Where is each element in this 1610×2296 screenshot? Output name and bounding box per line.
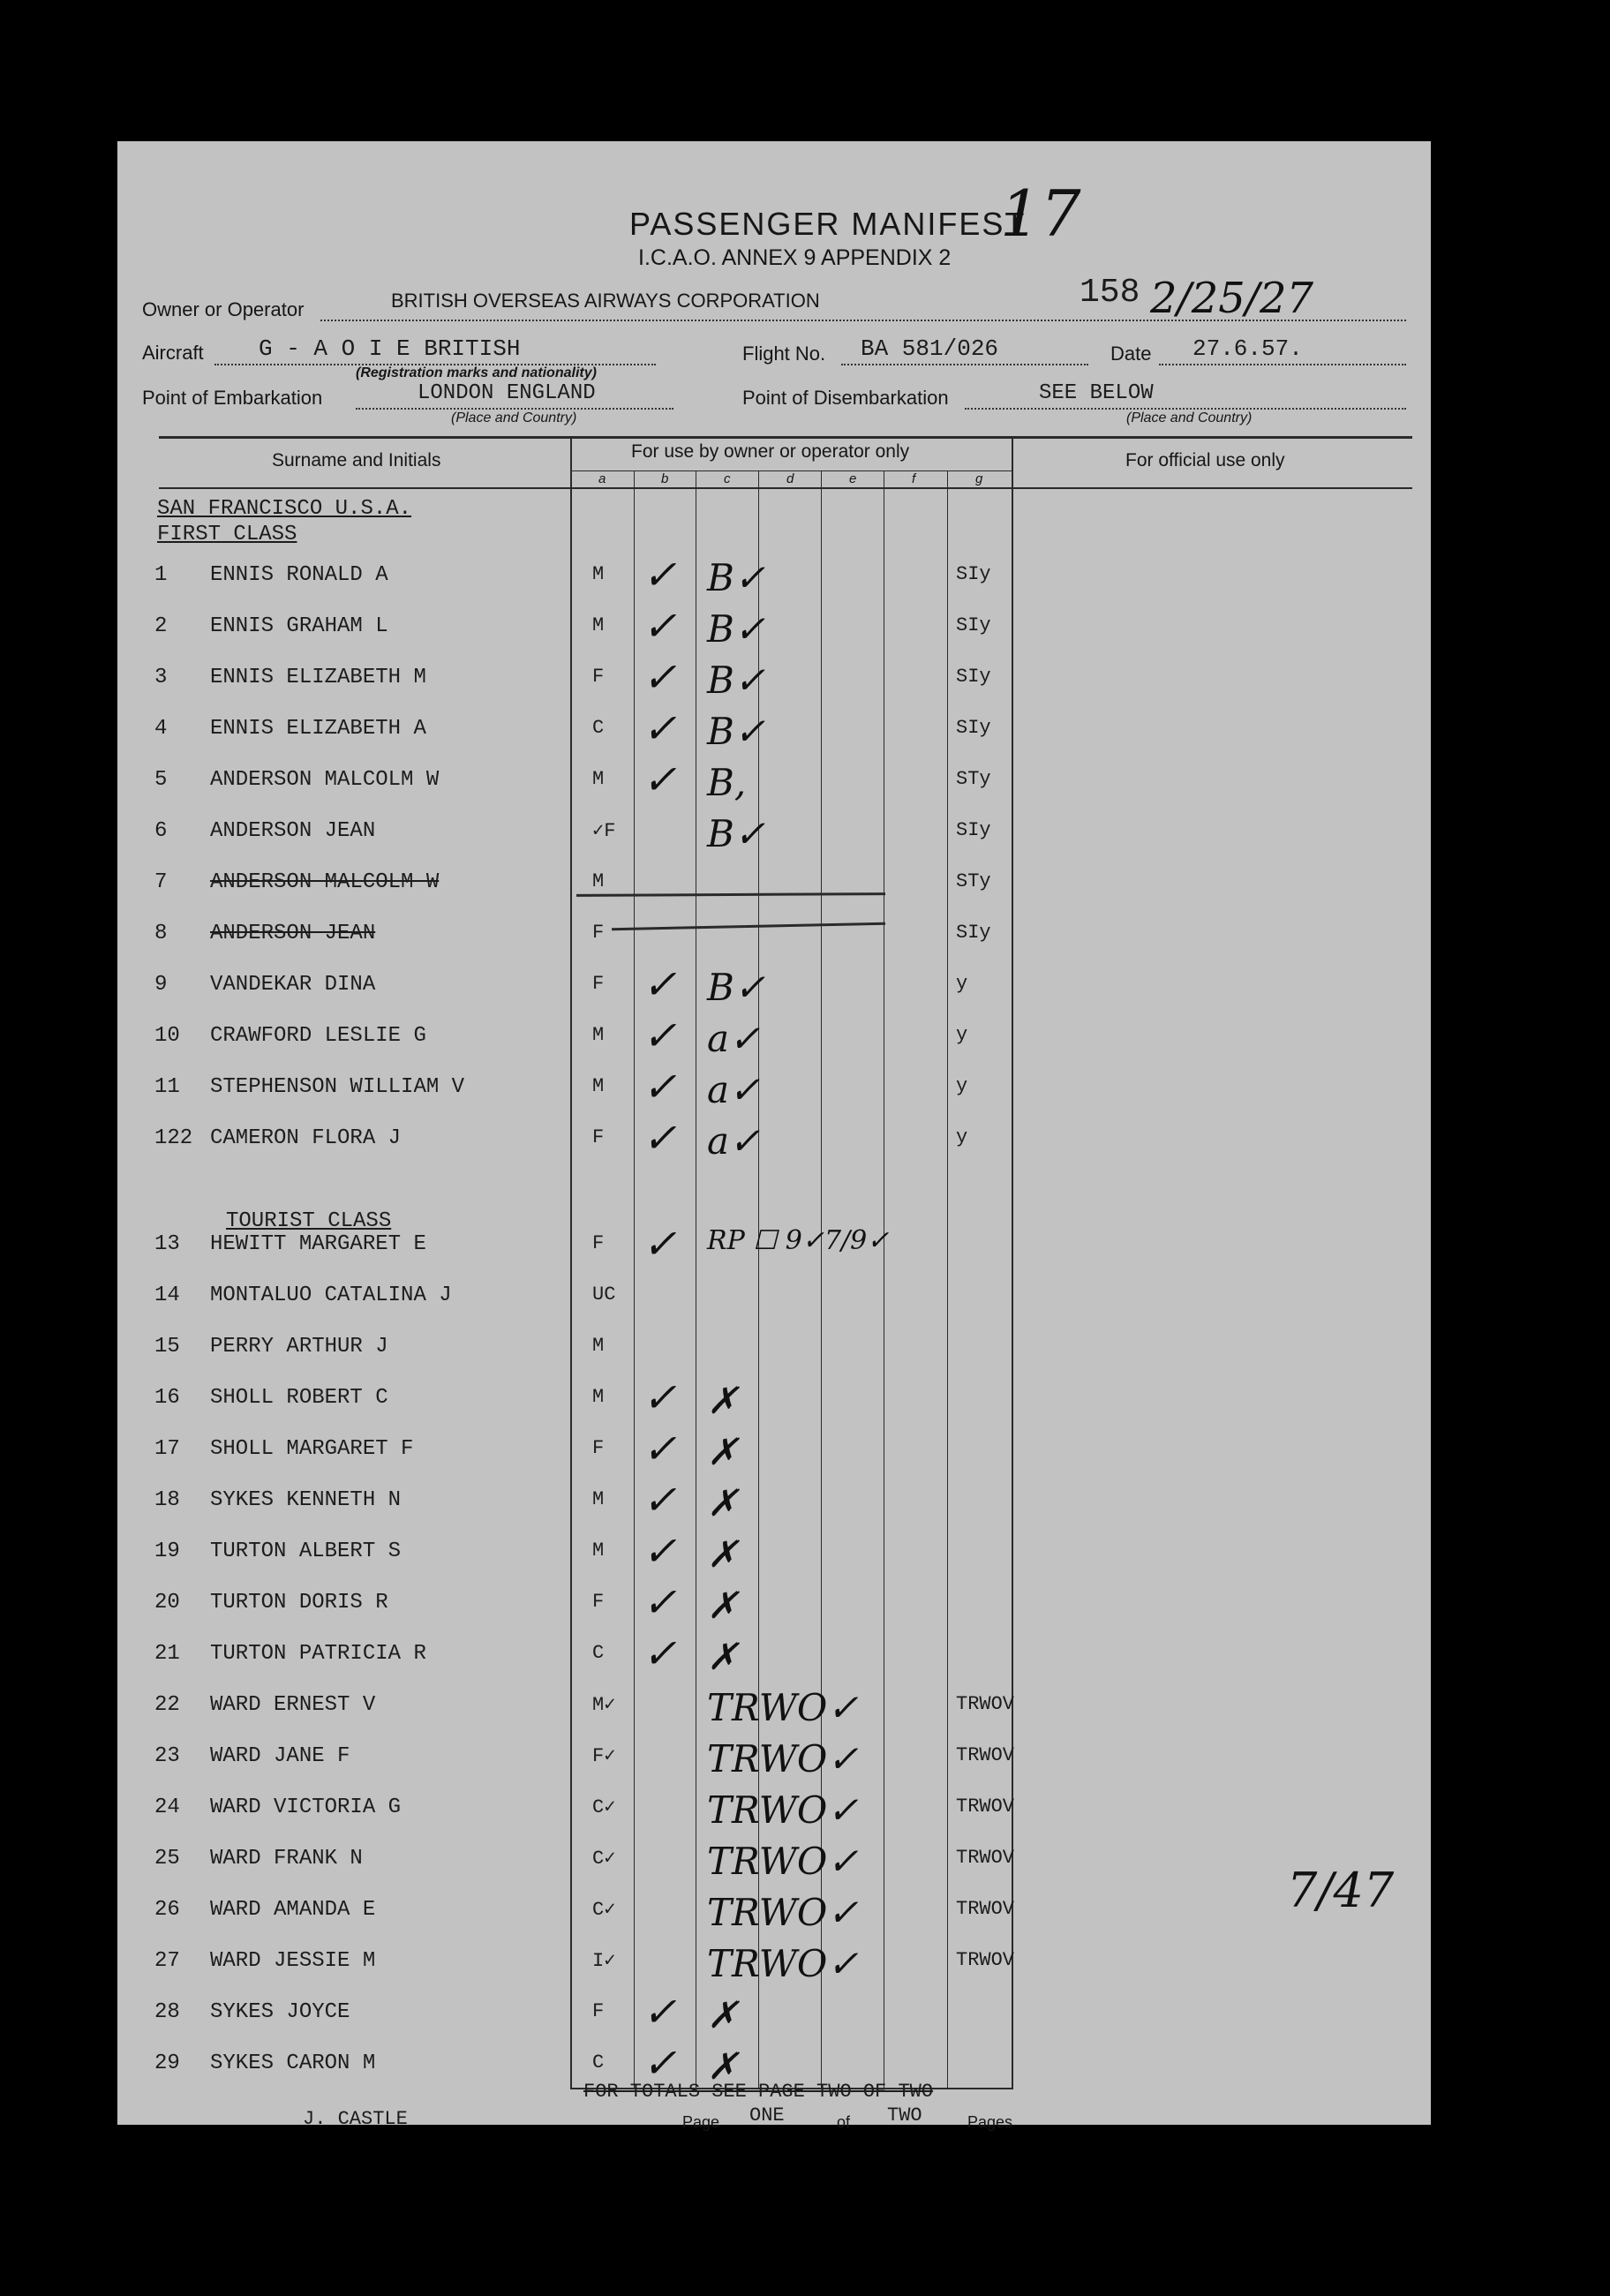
row-number: 16 — [154, 1386, 180, 1410]
cell-b: ✓ — [643, 960, 677, 1008]
cell-a: M — [592, 1539, 605, 1562]
table-row — [117, 1686, 1431, 1737]
row-number: 18 — [154, 1488, 180, 1512]
embarkation-label: Point of Embarkation — [142, 387, 323, 409]
row-number: 11 — [154, 1075, 180, 1099]
table-row — [117, 704, 1431, 761]
aircraft-value: G - A O I E BRITISH — [259, 335, 521, 362]
cell-g: STy — [956, 768, 991, 790]
cell-c: TRWO✓ — [707, 1686, 859, 1729]
passenger-name: WARD JANE F — [210, 1744, 350, 1768]
cell-b: ✓ — [643, 1012, 677, 1059]
row-number: 17 — [154, 1437, 180, 1461]
passenger-name: VANDEKAR DINA — [210, 973, 376, 997]
table-row — [117, 1578, 1431, 1635]
date-value: 27.6.57. — [1192, 335, 1303, 362]
cell-a: M — [592, 563, 605, 585]
cell-g: y — [956, 973, 968, 995]
cell-a: C✓ — [592, 1848, 616, 1870]
totals-note: FOR TOTALS SEE PAGE TWO OF TWO — [583, 2081, 934, 2103]
cell-c: TRWO✓ — [707, 1840, 859, 1883]
handwritten-fraction: 2/25/27 — [1150, 274, 1314, 323]
row-number: 19 — [154, 1539, 180, 1563]
cell-c: B✓ — [707, 812, 766, 855]
row-number: 26 — [154, 1898, 180, 1922]
table-row — [117, 1891, 1431, 1942]
cell-g: SIy — [956, 819, 991, 841]
passenger-name: SYKES JOYCE — [210, 2000, 350, 2024]
row-number: 3 — [154, 666, 168, 689]
cell-a: M — [592, 870, 605, 892]
cell-a: C — [592, 2051, 605, 2074]
table-row — [117, 1476, 1431, 1532]
passenger-name: ENNIS ELIZABETH M — [210, 666, 426, 689]
embarkation-value: LONDON ENGLAND — [418, 381, 596, 405]
cell-a: F✓ — [592, 1745, 616, 1767]
table-row — [117, 1630, 1431, 1686]
row-number: 1 — [154, 563, 168, 587]
margin-handwritten-note: 7/47 — [1287, 1863, 1395, 1918]
owner-label: Owner or Operator — [142, 298, 305, 320]
page-value: ONE — [749, 2104, 785, 2127]
cell-g: TRWOV — [956, 1744, 1015, 1766]
passenger-name: PERRY ARTHUR J — [210, 1335, 388, 1359]
cell-c: B✓ — [707, 607, 766, 651]
cell-a: M — [592, 1386, 605, 1408]
cell-a: F — [592, 973, 605, 995]
row-number: 13 — [154, 1232, 180, 1256]
cell-b: ✓ — [643, 756, 677, 803]
cell-b: ✓ — [643, 1476, 677, 1524]
owner-dotted-line — [320, 320, 1406, 321]
row-number: 2 — [154, 614, 168, 638]
row-number: 15 — [154, 1335, 180, 1359]
table-row — [117, 1063, 1431, 1119]
row-number: 29 — [154, 2051, 180, 2075]
cell-c: a✓ — [707, 1119, 761, 1163]
aircraft-label: Aircraft — [142, 342, 204, 364]
row-number: 27 — [154, 1949, 180, 1973]
cell-c: a✓ — [707, 1017, 761, 1060]
cell-g: y — [956, 1126, 968, 1148]
cell-c: B✓ — [707, 659, 766, 702]
passenger-name: CRAWFORD LESLIE G — [210, 1024, 426, 1048]
passenger-name: SHOLL MARGARET F — [210, 1437, 414, 1461]
cell-a: M — [592, 768, 605, 790]
cell-c: a✓ — [707, 1068, 761, 1111]
page-number-stamp: 158 — [1080, 274, 1140, 312]
column-letter-f: f — [912, 471, 916, 486]
cell-g: SIy — [956, 717, 991, 739]
disembarkation-value: SEE BELOW — [1039, 381, 1154, 405]
passenger-name: ANDERSON MALCOLM W — [210, 768, 440, 792]
cell-a: ✓F — [592, 820, 616, 842]
passenger-name: TURTON DORIS R — [210, 1591, 388, 1615]
table-row — [117, 1114, 1431, 1171]
cell-a: M — [592, 1488, 605, 1510]
passenger-name: SYKES CARON M — [210, 2051, 376, 2075]
cell-b: ✓ — [643, 1988, 677, 2036]
flight-label: Flight No. — [742, 343, 826, 365]
row-number: 25 — [154, 1847, 180, 1871]
manifest-subtitle: I.C.A.O. ANNEX 9 APPENDIX 2 — [638, 245, 952, 270]
row-number: 23 — [154, 1744, 180, 1768]
cell-a: F — [592, 922, 605, 944]
cell-g: y — [956, 1075, 968, 1097]
cell-a: M — [592, 1024, 605, 1046]
row-number: 8 — [154, 922, 168, 945]
registration-note: (Registration marks and nationality) — [356, 365, 597, 380]
pages-label: Pages — [967, 2113, 1013, 2131]
column-letter-c: c — [724, 471, 731, 486]
tourist-class-heading: TOURIST CLASS — [226, 1209, 392, 1233]
cell-c: ✗ — [707, 1481, 739, 1524]
passenger-name: ANDERSON MALCOLM W — [210, 870, 440, 894]
passenger-name: TURTON ALBERT S — [210, 1539, 402, 1563]
cell-g: STy — [956, 870, 991, 892]
passenger-name: WARD FRANK N — [210, 1847, 363, 1871]
column-letter-b: b — [661, 471, 669, 486]
row-number: 14 — [154, 1284, 180, 1307]
cell-a: F — [592, 1126, 605, 1148]
cell-g: TRWOV — [956, 1898, 1015, 1920]
row-number: 122 — [154, 1126, 193, 1150]
passenger-name: ENNIS RONALD A — [210, 563, 388, 587]
table-row — [117, 1374, 1431, 1430]
cell-b: ✓ — [643, 1425, 677, 1472]
passenger-name: WARD JESSIE M — [210, 1949, 376, 1973]
cell-b: ✓ — [643, 602, 677, 650]
cell-g: SIy — [956, 614, 991, 636]
cell-a: F — [592, 666, 605, 688]
column-header-operator: For use by owner or operator only — [631, 441, 910, 462]
manifest-page — [117, 141, 1431, 2131]
cell-c: TRWO✓ — [707, 1737, 859, 1780]
table-row — [117, 1840, 1431, 1891]
passenger-name: SHOLL ROBERT C — [210, 1386, 388, 1410]
column-letter-a: a — [598, 471, 606, 486]
passenger-name: WARD VICTORIA G — [210, 1795, 402, 1819]
passenger-name: ANDERSON JEAN — [210, 922, 376, 945]
passenger-name: MONTALUO CATALINA J — [210, 1284, 452, 1307]
cell-a: C✓ — [592, 1899, 616, 1921]
cell-a: UC — [592, 1284, 616, 1306]
cell-g: TRWOV — [956, 1693, 1015, 1715]
table-header-rule — [159, 487, 1412, 489]
cell-a: F — [592, 1591, 605, 1613]
cell-c: RP ☐ 9✓7/9✓ — [707, 1225, 890, 1256]
owner-value: BRITISH OVERSEAS AIRWAYS CORPORATION — [391, 290, 820, 312]
of-label: of — [837, 2113, 851, 2131]
cell-c: ✗ — [707, 1430, 739, 1473]
passenger-name: ANDERSON JEAN — [210, 819, 376, 843]
row-number: 5 — [154, 768, 168, 792]
passenger-name: WARD AMANDA E — [210, 1898, 376, 1922]
cell-c: ✗ — [707, 1993, 739, 2036]
cell-c: ✗ — [707, 1379, 739, 1422]
cell-c: B✓ — [707, 556, 766, 599]
table-row — [117, 1788, 1431, 1840]
table-row — [117, 1335, 1431, 1379]
cell-a: C — [592, 717, 605, 739]
cell-b: ✓ — [643, 551, 677, 598]
disembarkation-note: (Place and Country) — [1126, 410, 1253, 425]
table-row — [117, 551, 1431, 607]
cell-a: F — [592, 1437, 605, 1459]
date-dotted-line — [1159, 364, 1406, 365]
flight-dotted-line — [841, 364, 1088, 365]
row-number: 10 — [154, 1024, 180, 1048]
cell-b: ✓ — [643, 1220, 677, 1268]
cell-g: TRWOV — [956, 1949, 1015, 1971]
passenger-name: ENNIS GRAHAM L — [210, 614, 388, 638]
cell-a: M✓ — [592, 1694, 616, 1716]
date-label: Date — [1110, 343, 1152, 365]
disembarkation-label: Point of Disembarkation — [742, 387, 949, 409]
table-row — [117, 1425, 1431, 1481]
row-number: 4 — [154, 717, 168, 741]
cell-c: ✗ — [707, 2044, 739, 2088]
table-row — [117, 756, 1431, 812]
cell-c: ✗ — [707, 1584, 739, 1627]
cell-a: F — [592, 2000, 605, 2022]
cell-c: ✗ — [707, 1635, 739, 1678]
cell-c: B, — [707, 761, 747, 804]
cell-b: ✓ — [643, 1527, 677, 1575]
cell-b: ✓ — [643, 1063, 677, 1110]
passenger-name: SYKES KENNETH N — [210, 1488, 402, 1512]
cell-g: y — [956, 1024, 968, 1046]
column-letter-g: g — [975, 471, 983, 486]
row-number: 22 — [154, 1693, 180, 1717]
cell-c: B✓ — [707, 966, 766, 1009]
column-header-official: For official use only — [1125, 450, 1285, 470]
column-header-name: Surname and Initials — [272, 450, 441, 470]
row-number: 7 — [154, 870, 168, 894]
passenger-name: ENNIS ELIZABETH A — [210, 717, 426, 741]
embarkation-dotted-line — [356, 408, 673, 410]
table-row — [117, 1942, 1431, 1993]
cell-a: F — [592, 1232, 605, 1254]
row-number: 9 — [154, 973, 168, 997]
table-row — [117, 602, 1431, 659]
row-number: 6 — [154, 819, 168, 843]
cell-c: TRWO✓ — [707, 1942, 859, 1985]
cell-c: TRWO✓ — [707, 1891, 859, 1934]
table-row — [117, 812, 1431, 863]
cell-c: B✓ — [707, 710, 766, 753]
column-letter-e: e — [849, 471, 857, 486]
cell-b: ✓ — [643, 653, 677, 701]
column-letter-d: d — [786, 471, 794, 486]
flight-value: BA 581/026 — [861, 335, 999, 362]
table-row — [117, 1988, 1431, 2044]
table-row — [117, 1284, 1431, 1328]
cell-c: TRWO✓ — [707, 1788, 859, 1832]
cell-g: TRWOV — [956, 1847, 1015, 1869]
row-number: 21 — [154, 1642, 180, 1666]
cell-a: C — [592, 1642, 605, 1664]
passenger-name: STEPHENSON WILLIAM V — [210, 1075, 465, 1099]
table-row — [117, 653, 1431, 710]
destination-heading: SAN FRANCISCO U.S.A. — [157, 497, 412, 521]
cell-a: M — [592, 614, 605, 636]
of-value: TWO — [887, 2104, 922, 2127]
row-number: 24 — [154, 1795, 180, 1819]
cell-g: SIy — [956, 563, 991, 585]
cell-b: ✓ — [643, 704, 677, 752]
cell-b: ✓ — [643, 1374, 677, 1421]
first-class-heading: FIRST CLASS — [157, 523, 297, 546]
table-row — [117, 1012, 1431, 1068]
cell-b: ✓ — [643, 2039, 677, 2087]
cell-b: ✓ — [643, 1578, 677, 1626]
cell-c: ✗ — [707, 1532, 739, 1576]
disembarkation-dotted-line — [965, 408, 1406, 410]
prepared-by: J. CASTLE — [303, 2108, 408, 2130]
passenger-name: HEWITT MARGARET E — [210, 1232, 426, 1256]
page-label: Page — [682, 2113, 720, 2131]
table-row — [117, 1737, 1431, 1788]
handwritten-ref: 17 — [1000, 177, 1081, 251]
manifest-title: PASSENGER MANIFEST — [629, 206, 1027, 242]
cell-g: SIy — [956, 666, 991, 688]
cell-g: TRWOV — [956, 1795, 1015, 1818]
table-top-rule — [159, 436, 1412, 439]
embarkation-note: (Place and Country) — [451, 410, 577, 425]
cell-a: C✓ — [592, 1796, 616, 1818]
passenger-name: WARD ERNEST V — [210, 1693, 376, 1717]
cell-g: SIy — [956, 922, 991, 944]
cell-b: ✓ — [643, 1630, 677, 1677]
passenger-name: CAMERON FLORA J — [210, 1126, 402, 1150]
row-number: 28 — [154, 2000, 180, 2024]
cell-a: M — [592, 1075, 605, 1097]
row-number: 20 — [154, 1591, 180, 1615]
cell-a: M — [592, 1335, 605, 1357]
passenger-name: TURTON PATRICIA R — [210, 1642, 426, 1666]
cell-a: I✓ — [592, 1950, 616, 1972]
table-row — [117, 922, 1431, 966]
cell-b: ✓ — [643, 1114, 677, 1162]
table-row — [117, 960, 1431, 1017]
table-row — [117, 1527, 1431, 1584]
